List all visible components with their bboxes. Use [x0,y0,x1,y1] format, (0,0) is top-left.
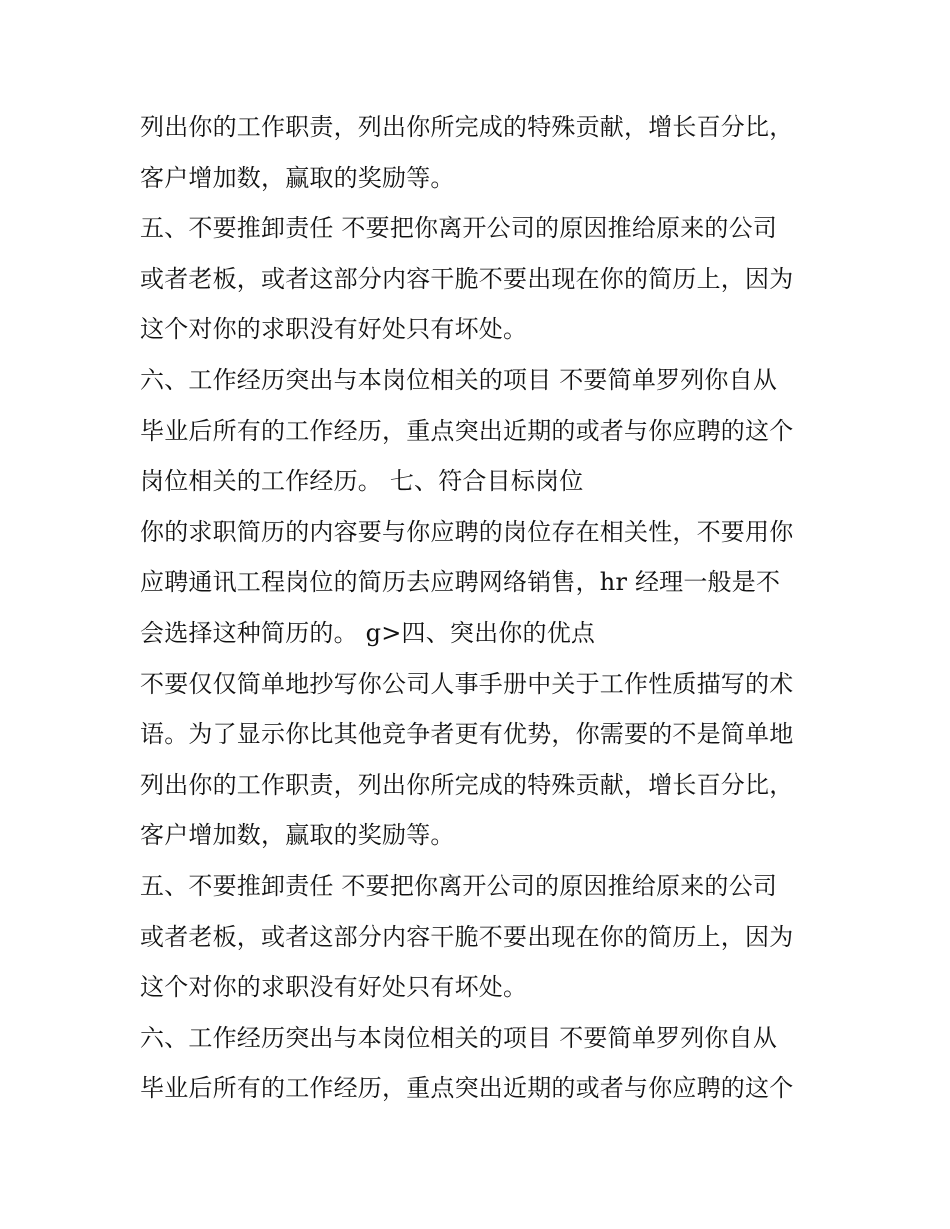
text-line: 或者老板，或者这部分内容干脆不要出现在你的简历上，因为 [140,264,794,293]
text-line: 六、工作经历突出与本岗位相关的项目 不要简单罗列你自从 [140,365,778,394]
document-body [140,102,820,1114]
text-line: 这个对你的求职没有好处只有坏处。 [140,973,528,1002]
text-line: 不要仅仅简单地抄写你公司人事手册中关于工作性质描写的术 [140,669,794,698]
text-line: 这个对你的求职没有好处只有坏处。 [140,315,528,344]
text-line: 客户增加数，赢取的奖励等。 [140,821,455,850]
text-line: 列出你的工作职责，列出你所完成的特殊贡献，增长百分比， [140,113,794,141]
text-line: 六、工作经历突出与本岗位相关的项目 不要简单罗列你自从 [140,1023,778,1052]
text-line: 岗位相关的工作经历。 七、符合目标岗位 [140,467,584,496]
text-line: 列出你的工作职责，列出你所完成的特殊贡献，增长百分比， [140,770,794,799]
text-line: 客户增加数，赢取的奖励等。 [140,163,455,192]
text-line: 会选择这种简历的。 g>四、突出你的优点 [140,618,596,647]
text-line: 毕业后所有的工作经历，重点突出近期的或者与你应聘的这个 [140,1074,794,1103]
text-line: 五、不要推卸责任 不要把你离开公司的原因推给原来的公司 [140,871,778,900]
text-line: 五、不要推卸责任 不要把你离开公司的原因推给原来的公司 [140,214,778,243]
text-line: 应聘通讯工程岗位的简历去应聘网络销售，hr 经理一般是不 [140,568,781,597]
text-line: 或者老板，或者这部分内容干脆不要出现在你的简历上，因为 [140,922,794,951]
text-line: 语。为了显示你比其他竞争者更有优势，你需要的不是简单地 [140,720,794,749]
text-line: 你的求职简历的内容要与你应聘的岗位存在相关性，不要用你 [140,517,794,546]
text-line: 毕业后所有的工作经历，重点突出近期的或者与你应聘的这个 [140,416,794,445]
